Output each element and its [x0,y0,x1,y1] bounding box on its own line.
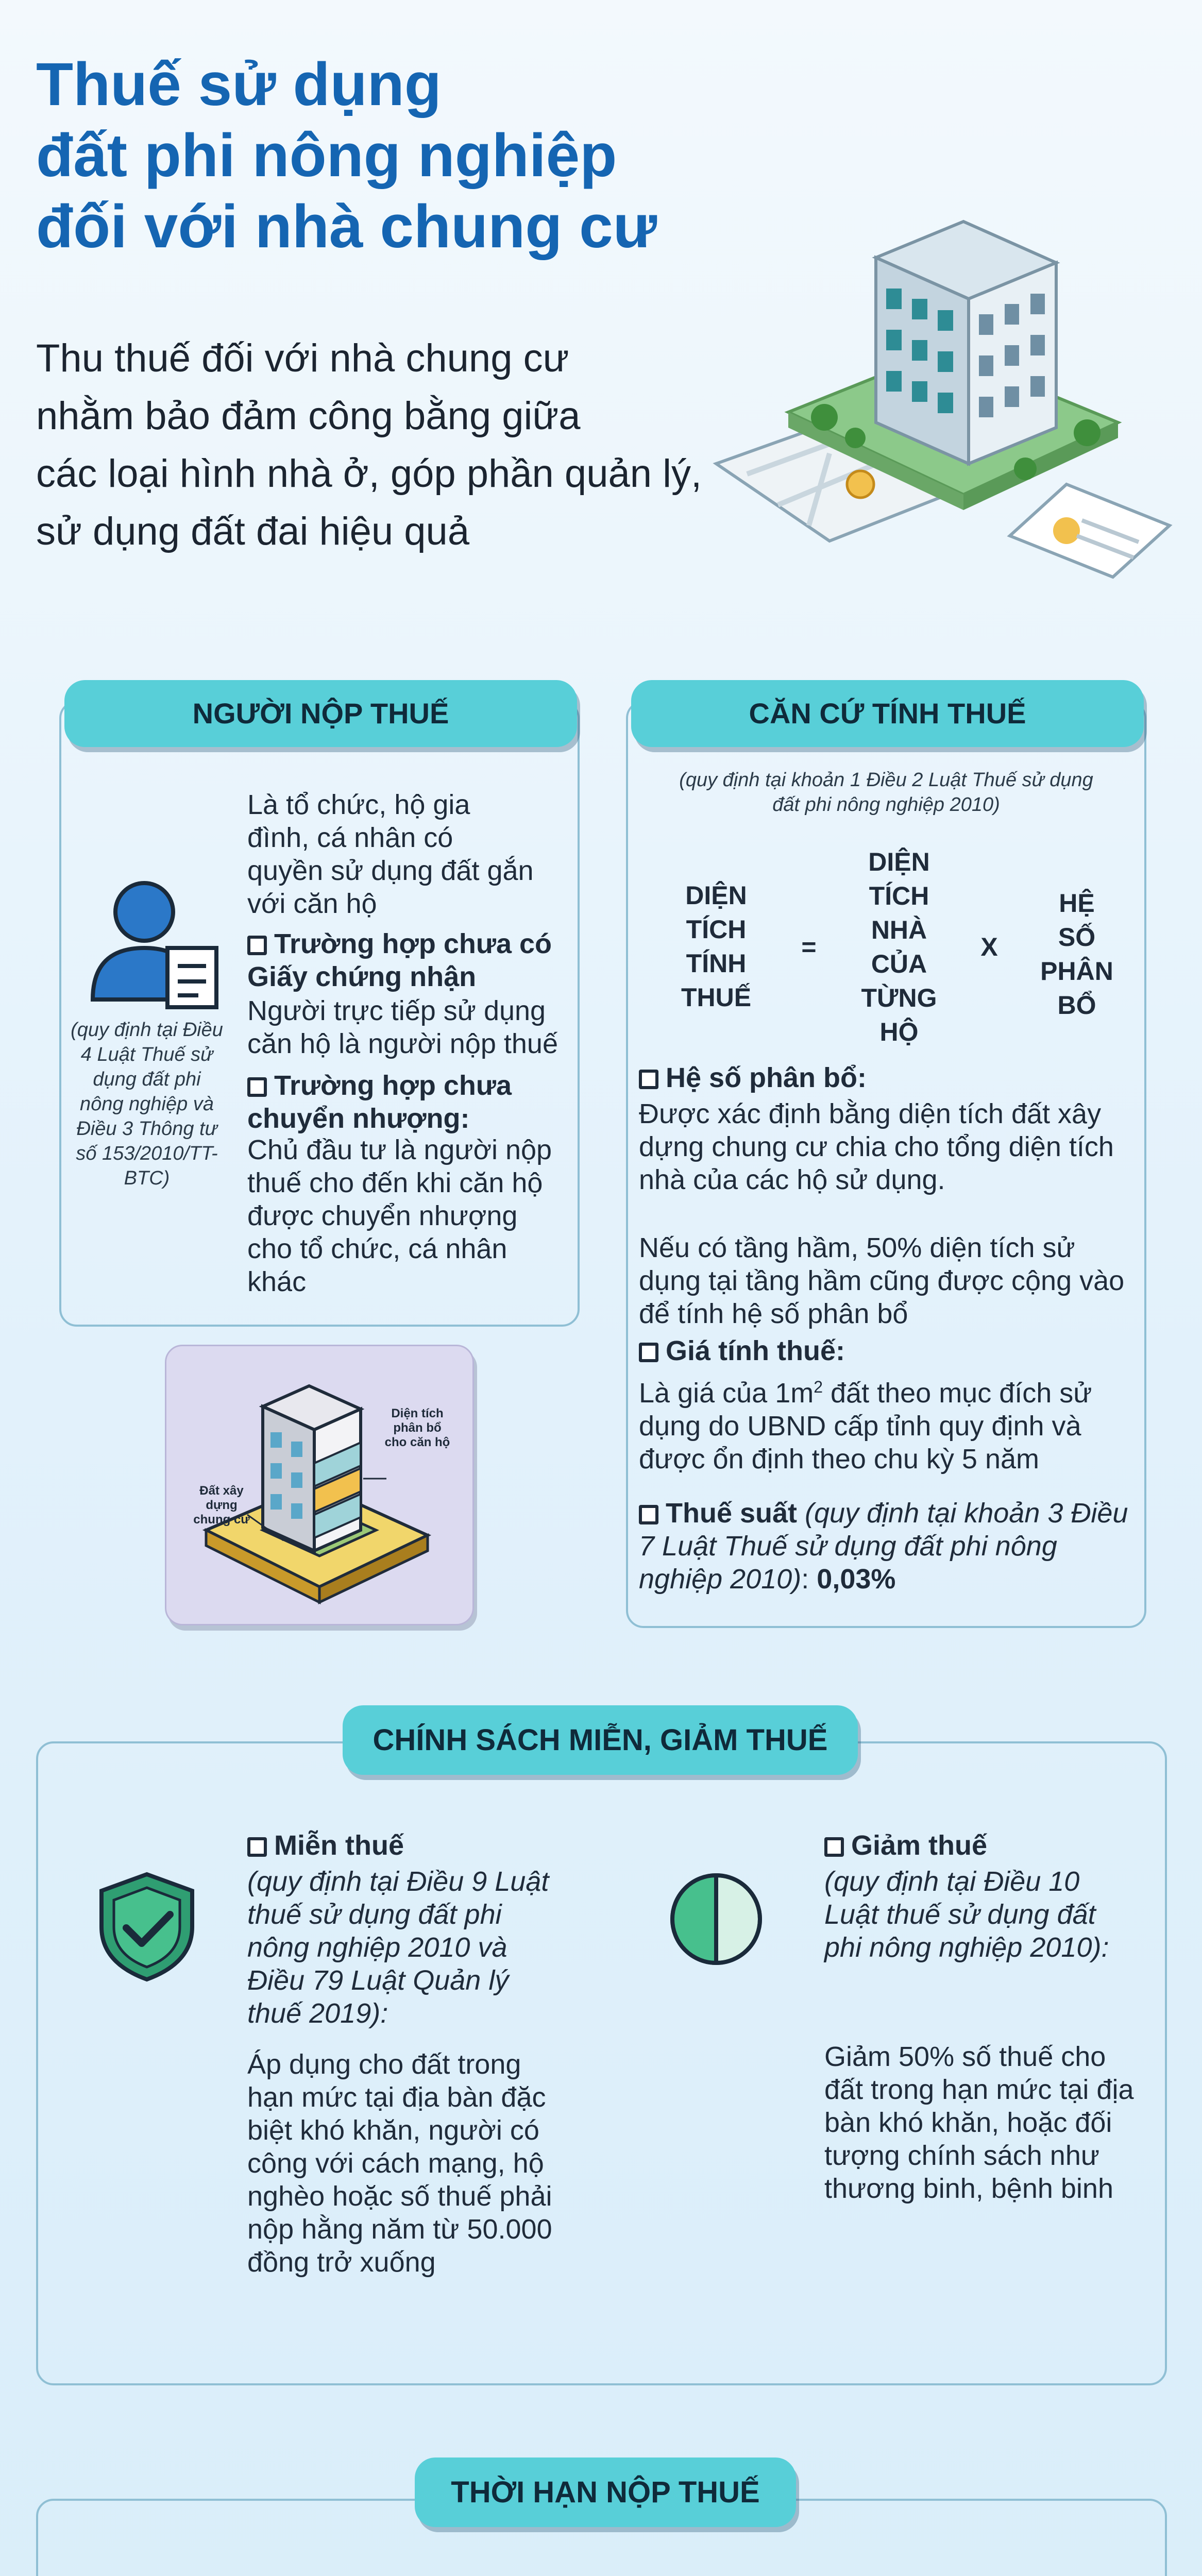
tax-price-text-b: đất theo mục đích sử dụng do UBND cấp tỉnh quy định và được ổn định theo chu kỳ 5 năm [639,1378,1092,1475]
allocation-ratio-basement: Nếu có tầng hầm, 50% diện tích sử dụng tại tầng hầm cũng được cộng vào để tính hệ số phân bổ [639,1232,1125,1329]
formula-equals: = [801,933,817,961]
tax-rate-colon: : [801,1564,817,1595]
tax-price-text [639,1370,1133,1476]
tax-price-title: Giá tính thuế: [639,1334,1103,1367]
deadline-heading: THỜI HẠN NỘP THUẾ [415,2458,796,2527]
tax-rate-value: 0,03% [817,1564,896,1595]
case1-text: Người trực tiếp sử dụng căn hộ là người nộp thuế [247,995,558,1059]
apartment-illustration [706,196,1190,587]
taxpayer-intro: Là tổ chức, hộ gia đình, cá nhân có quyền sử dụng đất gắn với căn hộ [247,789,534,919]
intro-text: Thu thuế đối với nhà chung cư nhằm bảo đảm công bằng giữa các loại hình nhà ở, góp phần quản lý, sử dụng đất đai hiệu quả [36,336,702,553]
exemption-reference: (quy định tại Điều 9 Luật thuế sử dụng đất phi nông nghiệp 2010 và Điều 79 Luật Quản lý thuế 2019): [247,1866,549,2029]
allocation-ratio-title: Hệ số phân bổ: [639,1061,1103,1094]
exemption-text: Áp dụng cho đất trong hạn mức tại địa bàn đặc biệt khó khăn, người có công với cách mạng, hộ nghèo hoặc số thuế phải nộp hằng năm từ 50.000 đồng trở xuống [247,2049,552,2278]
tax-basis-heading: CĂN CỨ TÍNH THUẾ [631,680,1144,747]
formula-lhs: DIỆN TÍCH TÍNH THUẾ [681,881,752,1012]
tax-price-text-a: Là giá của 1m [639,1378,814,1409]
allocation-ratio-text: Được xác định bằng diện tích đất xây dựng chung cư chia cho tổng diện tích nhà của các hộ sử dụng. [639,1098,1114,1195]
exemption-title: Miễn thuế [247,1829,556,1862]
tax-price-sup: 2 [814,1378,823,1396]
taxpayer-reference: (quy định tại Điều 4 Luật Thuế sử dụng đất phi nông nghiệp và Điều 3 Thông tư số 153/2010/TT-BTC) [71,1019,223,1189]
person-document-icon [82,876,222,1010]
shield-check-icon [95,1870,198,1984]
tax-basis-reference: (quy định tại khoản 1 Điều 2 Luật Thuế sử dụng đất phi nông nghiệp 2010) [679,769,1093,816]
half-circle-icon [667,1870,765,1968]
formula-term1: DIỆN TÍCH NHÀ CỦA TỪNG HỘ [861,848,937,1046]
reduction-text: Giảm 50% số thuế cho đất trong hạn mức tại địa bàn khó khăn, hoặc đối tượng chính sách như thương binh, bệnh binh [824,2041,1134,2204]
tax-rate-reference: (quy định tại khoản 3 Điều 7 Luật Thuế sử dụng đất phi nông nghiệp 2010) [639,1498,1128,1595]
page-title: Thuế sử dụng đất phi nông nghiệp đối với nhà chung cư [36,50,657,261]
reduction-title: Giảm thuế [824,1829,1133,1862]
exemption-heading: CHÍNH SÁCH MIỄN, GIẢM THUẾ [343,1705,858,1775]
tax-rate-line [639,1497,1133,1596]
building-label-left: Đất xây dựng chung cư [193,1484,250,1527]
formula-times: X [980,933,998,961]
case1-title: Trường hợp chưa có Giấy chứng nhận [247,927,556,993]
case2-title: Trường hợp chưa chuyển nhượng: [247,1069,556,1135]
tax-rate-title: Thuế suất [639,1498,797,1529]
formula-term2: HỆ SỐ PHÂN BỔ [1040,889,1113,1020]
taxpayer-heading: NGƯỜI NỘP THUẾ [64,680,577,747]
case2-text: Chủ đầu tư là người nộp thuế cho đến khi căn hộ được chuyển nhượng cho tổ chức, cá nhân khác [247,1134,552,1297]
reduction-reference: (quy định tại Điều 10 Luật thuế sử dụng đất phi nông nghiệp 2010): [824,1866,1109,1963]
building-label-right: Diện tích phân bổ cho căn hộ [384,1406,450,1449]
